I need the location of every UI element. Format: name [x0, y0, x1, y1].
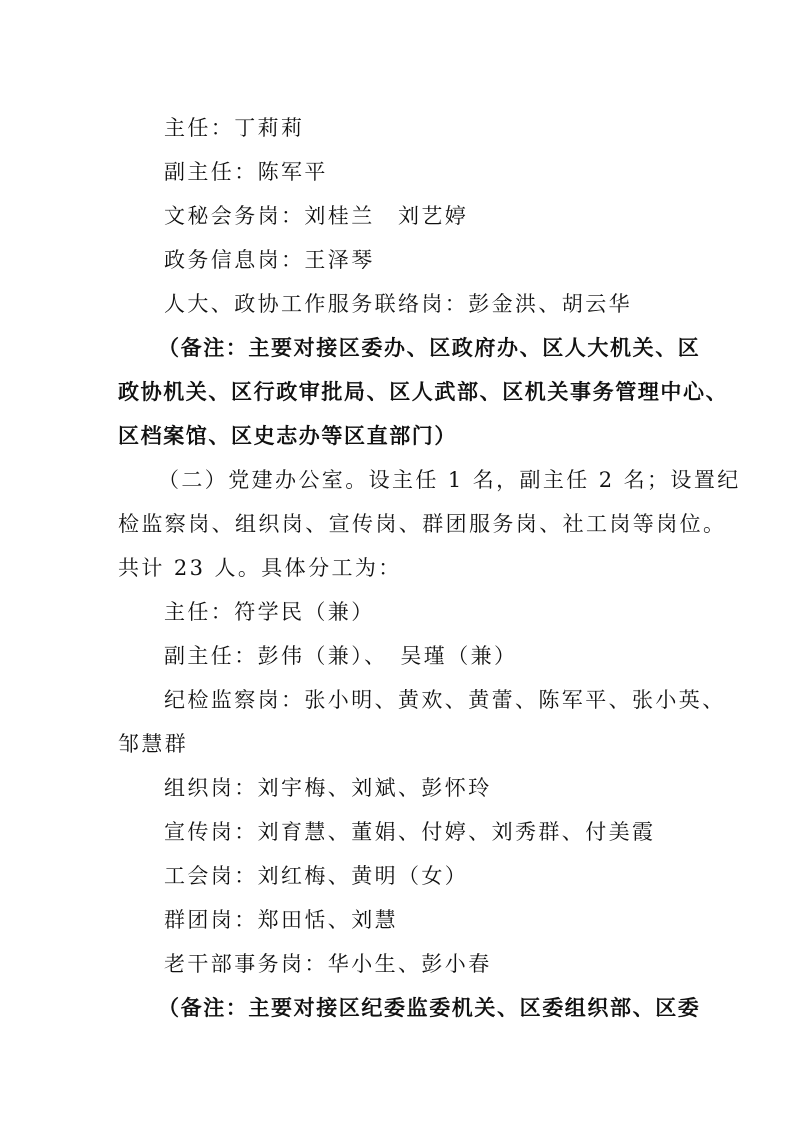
text-line-deputy-director: 副主任：陈军平	[164, 160, 328, 184]
note-line-2: 政协机关、区行政审批局、区人武部、区机关事务管理中心、	[118, 380, 729, 404]
paragraph-line-2: 检监察岗、组织岗、宣传岗、群团服务岗、社工岗等岗位。	[118, 512, 727, 536]
text-line-director: 主任：丁莉莉	[164, 116, 305, 140]
text-line-publicity-post: 宣传岗：刘育慧、董娟、付婷、刘秀群、付美霞	[164, 820, 656, 844]
text-line-union-post: 工会岗：刘红梅、黄明（女）	[164, 864, 469, 888]
paragraph-line-3: 共计 23 人。具体分工为：	[118, 556, 402, 580]
note-line-3: 区档案馆、区史志办等区直部门）	[118, 424, 457, 448]
text-line-liaison-post: 人大、政协工作服务联络岗：彭金洪、胡云华	[164, 292, 632, 316]
note-line-1: （备注：主要对接区委办、区政府办、区人大机关、区	[158, 336, 701, 360]
text-line-deputy-director-2: 副主任：彭伟（兼）、 吴瑾（兼）	[164, 644, 518, 668]
text-line-discipline-post-cont: 邹慧群	[118, 732, 189, 756]
text-line-veteran-affairs-post: 老干部事务岗：华小生、彭小春	[164, 952, 492, 976]
text-line-director-2: 主任：符学民（兼）	[164, 600, 375, 624]
text-line-secretarial-post: 文秘会务岗：刘桂兰 刘艺婷	[164, 204, 469, 228]
text-line-organization-post: 组织岗：刘宇梅、刘斌、彭怀玲	[164, 776, 492, 800]
text-line-info-post: 政务信息岗：王泽琴	[164, 248, 375, 272]
section-heading-party-office: （二）党建办公室。设主任 1 名，副主任 2 名；设置纪	[158, 468, 741, 492]
note-line-4: （备注：主要对接区纪委监委机关、区委组织部、区委	[158, 996, 701, 1020]
text-line-discipline-post: 纪检监察岗：张小明、黄欢、黄蕾、陈军平、张小英、	[164, 688, 726, 712]
text-line-mass-org-post: 群团岗：郑田恬、刘慧	[164, 908, 398, 932]
